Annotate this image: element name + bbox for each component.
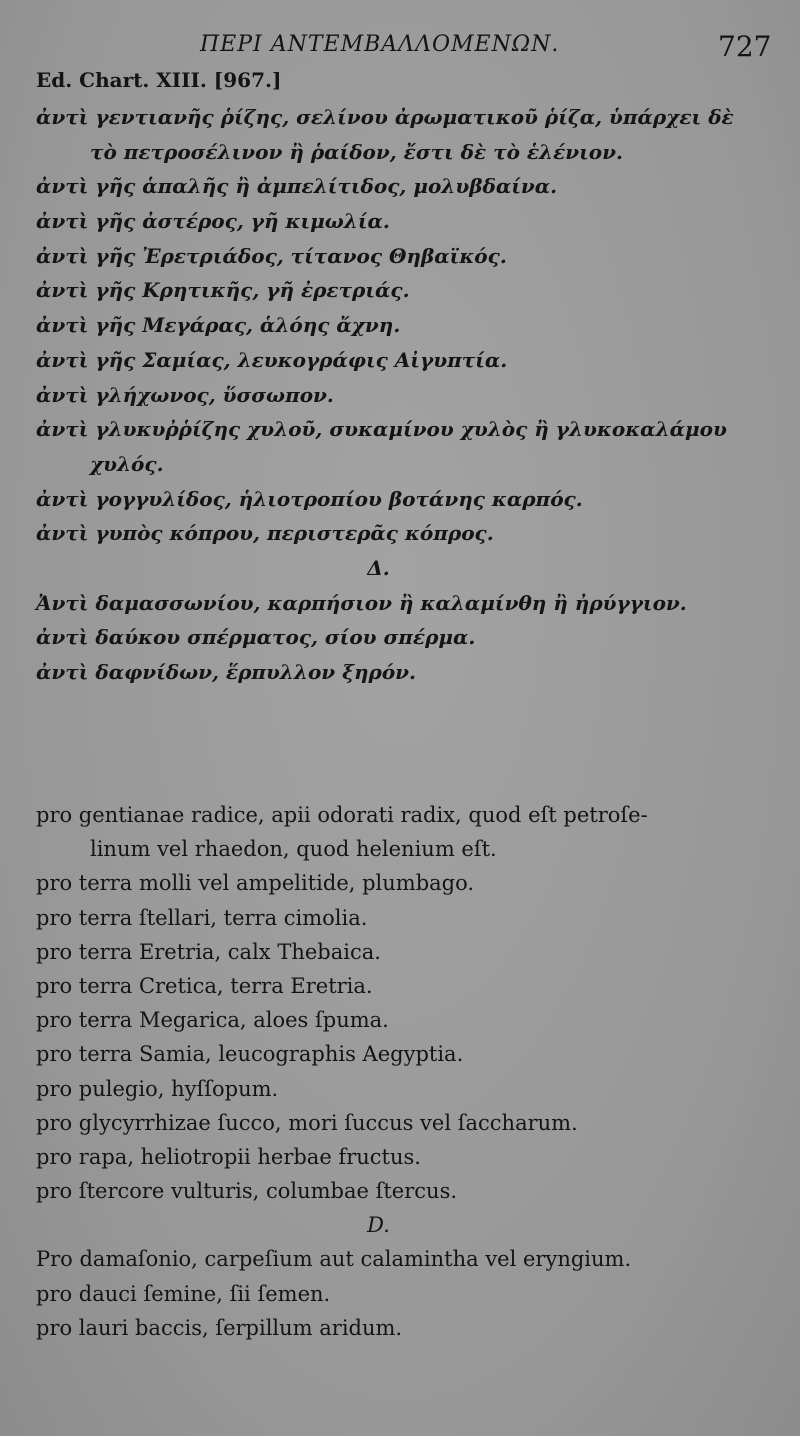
latin-line: pro terra ſtellari, terra cimolia. (36, 905, 368, 930)
latin-line: pro ſtercore vulturis, columbae ſtercus. (36, 1179, 458, 1204)
latin-line: pro terra Samia, leucographis Aegyptia. (36, 1042, 464, 1067)
greek-line: ἀντὶ γλήχωνος, ὕσσωπον. (36, 382, 334, 407)
latin-line: Pro damaſonio, carpeſium aut calamintha vel eryngium. (36, 1247, 632, 1272)
latin-line: pro lauri baccis, ſerpillum aridum. (36, 1315, 403, 1340)
greek-text-block (36, 100, 771, 690)
latin-line: pro terra Eretria, calx Thebaica. (36, 939, 381, 964)
edition-reference: Ed. Chart. XIII. [967.] (36, 68, 282, 92)
greek-line: χυλός. (90, 451, 164, 476)
page-header (0, 30, 800, 70)
latin-line: pro glycyrrhizae ſucco, mori ſuccus vel ſaccharum. (36, 1110, 578, 1135)
greek-line: ἀντὶ γεντιανῆς ῥίζης, σελίνου ἀρωματικοῦ ῥίζα, ὑπάρχει δὲ (36, 105, 734, 129)
greek-line: ἀντὶ γλυκυῤῥίζης χυλοῦ, συκαμίνου χυλὸς ἢ γλυκοκαλάμου (36, 417, 727, 442)
greek-line: ἀντὶ γῆς ἀστέρος, γῆ κιμωλία. (36, 209, 390, 234)
latin-text-block (36, 798, 771, 1345)
page-number: 727 (718, 30, 772, 63)
greek-line: ἀντὶ γῆς Ἐρετριάδος, τίτανος Θηβαϊκός. (36, 243, 507, 268)
latin-line: linum vel rhaedon, quod helenium eſt. (90, 837, 497, 862)
latin-line: pro pulegio, hyſſopum. (36, 1076, 279, 1101)
greek-line: ἀντὶ γῆς ἁπαλῆς ἢ ἀμπελίτιδος, μολυβδαίνα. (36, 174, 558, 199)
greek-line: ἀντὶ γῆς Κρητικῆς, γῆ ἐρετριάς. (36, 278, 410, 303)
latin-line: pro terra Megarica, aloes ſpuma. (36, 1008, 389, 1033)
latin-line: pro terra Cretica, terra Eretria. (36, 973, 373, 998)
greek-line: ἀντὶ γῆς Μεγάρας, ἁλόης ἄχνη. (36, 313, 401, 338)
running-title: ΠΕΡΙ ΑΝΤΕΜΒΑΛΛΟΜΕΝΩΝ. (200, 32, 560, 57)
latin-line: pro terra molli vel ampelitide, plumbago. (36, 871, 475, 896)
greek-line: ἀντὶ γογγυλίδος, ἡλιοτροπίου βοτάνης καρπός. (36, 486, 583, 511)
greek-line: ἀντὶ γῆς Σαμίας, λευκογράφις Αἰγυπτία. (36, 347, 508, 372)
latin-line: pro rapa, heliotropii herbae fructus. (36, 1144, 421, 1169)
latin-line: pro gentianae radice, apii odorati radix, quod eſt petroſe- (36, 803, 648, 827)
latin-section-heading: D. (367, 1213, 390, 1238)
greek-line: Ἀντὶ δαμασσωνίου, καρπήσιον ἢ καλαμίνθη ἢ ἠρύγγιον. (36, 590, 687, 615)
latin-line: pro dauci ſemine, ſii ſemen. (36, 1281, 331, 1306)
greek-line: ἀντὶ γυπὸς κόπρου, περιστερᾶς κόπρος. (36, 521, 494, 546)
greek-line: τὸ πετροσέλινον ἢ ῥαίδον, ἔστι δὲ τὸ ἑλένιον. (90, 139, 623, 164)
greek-section-heading: Δ. (367, 555, 390, 580)
greek-line: ἀντὶ δαφνίδων, ἕρπυλλον ξηρόν. (36, 660, 416, 684)
greek-line: ἀντὶ δαύκου σπέρματος, σίου σπέρμα. (36, 625, 476, 650)
